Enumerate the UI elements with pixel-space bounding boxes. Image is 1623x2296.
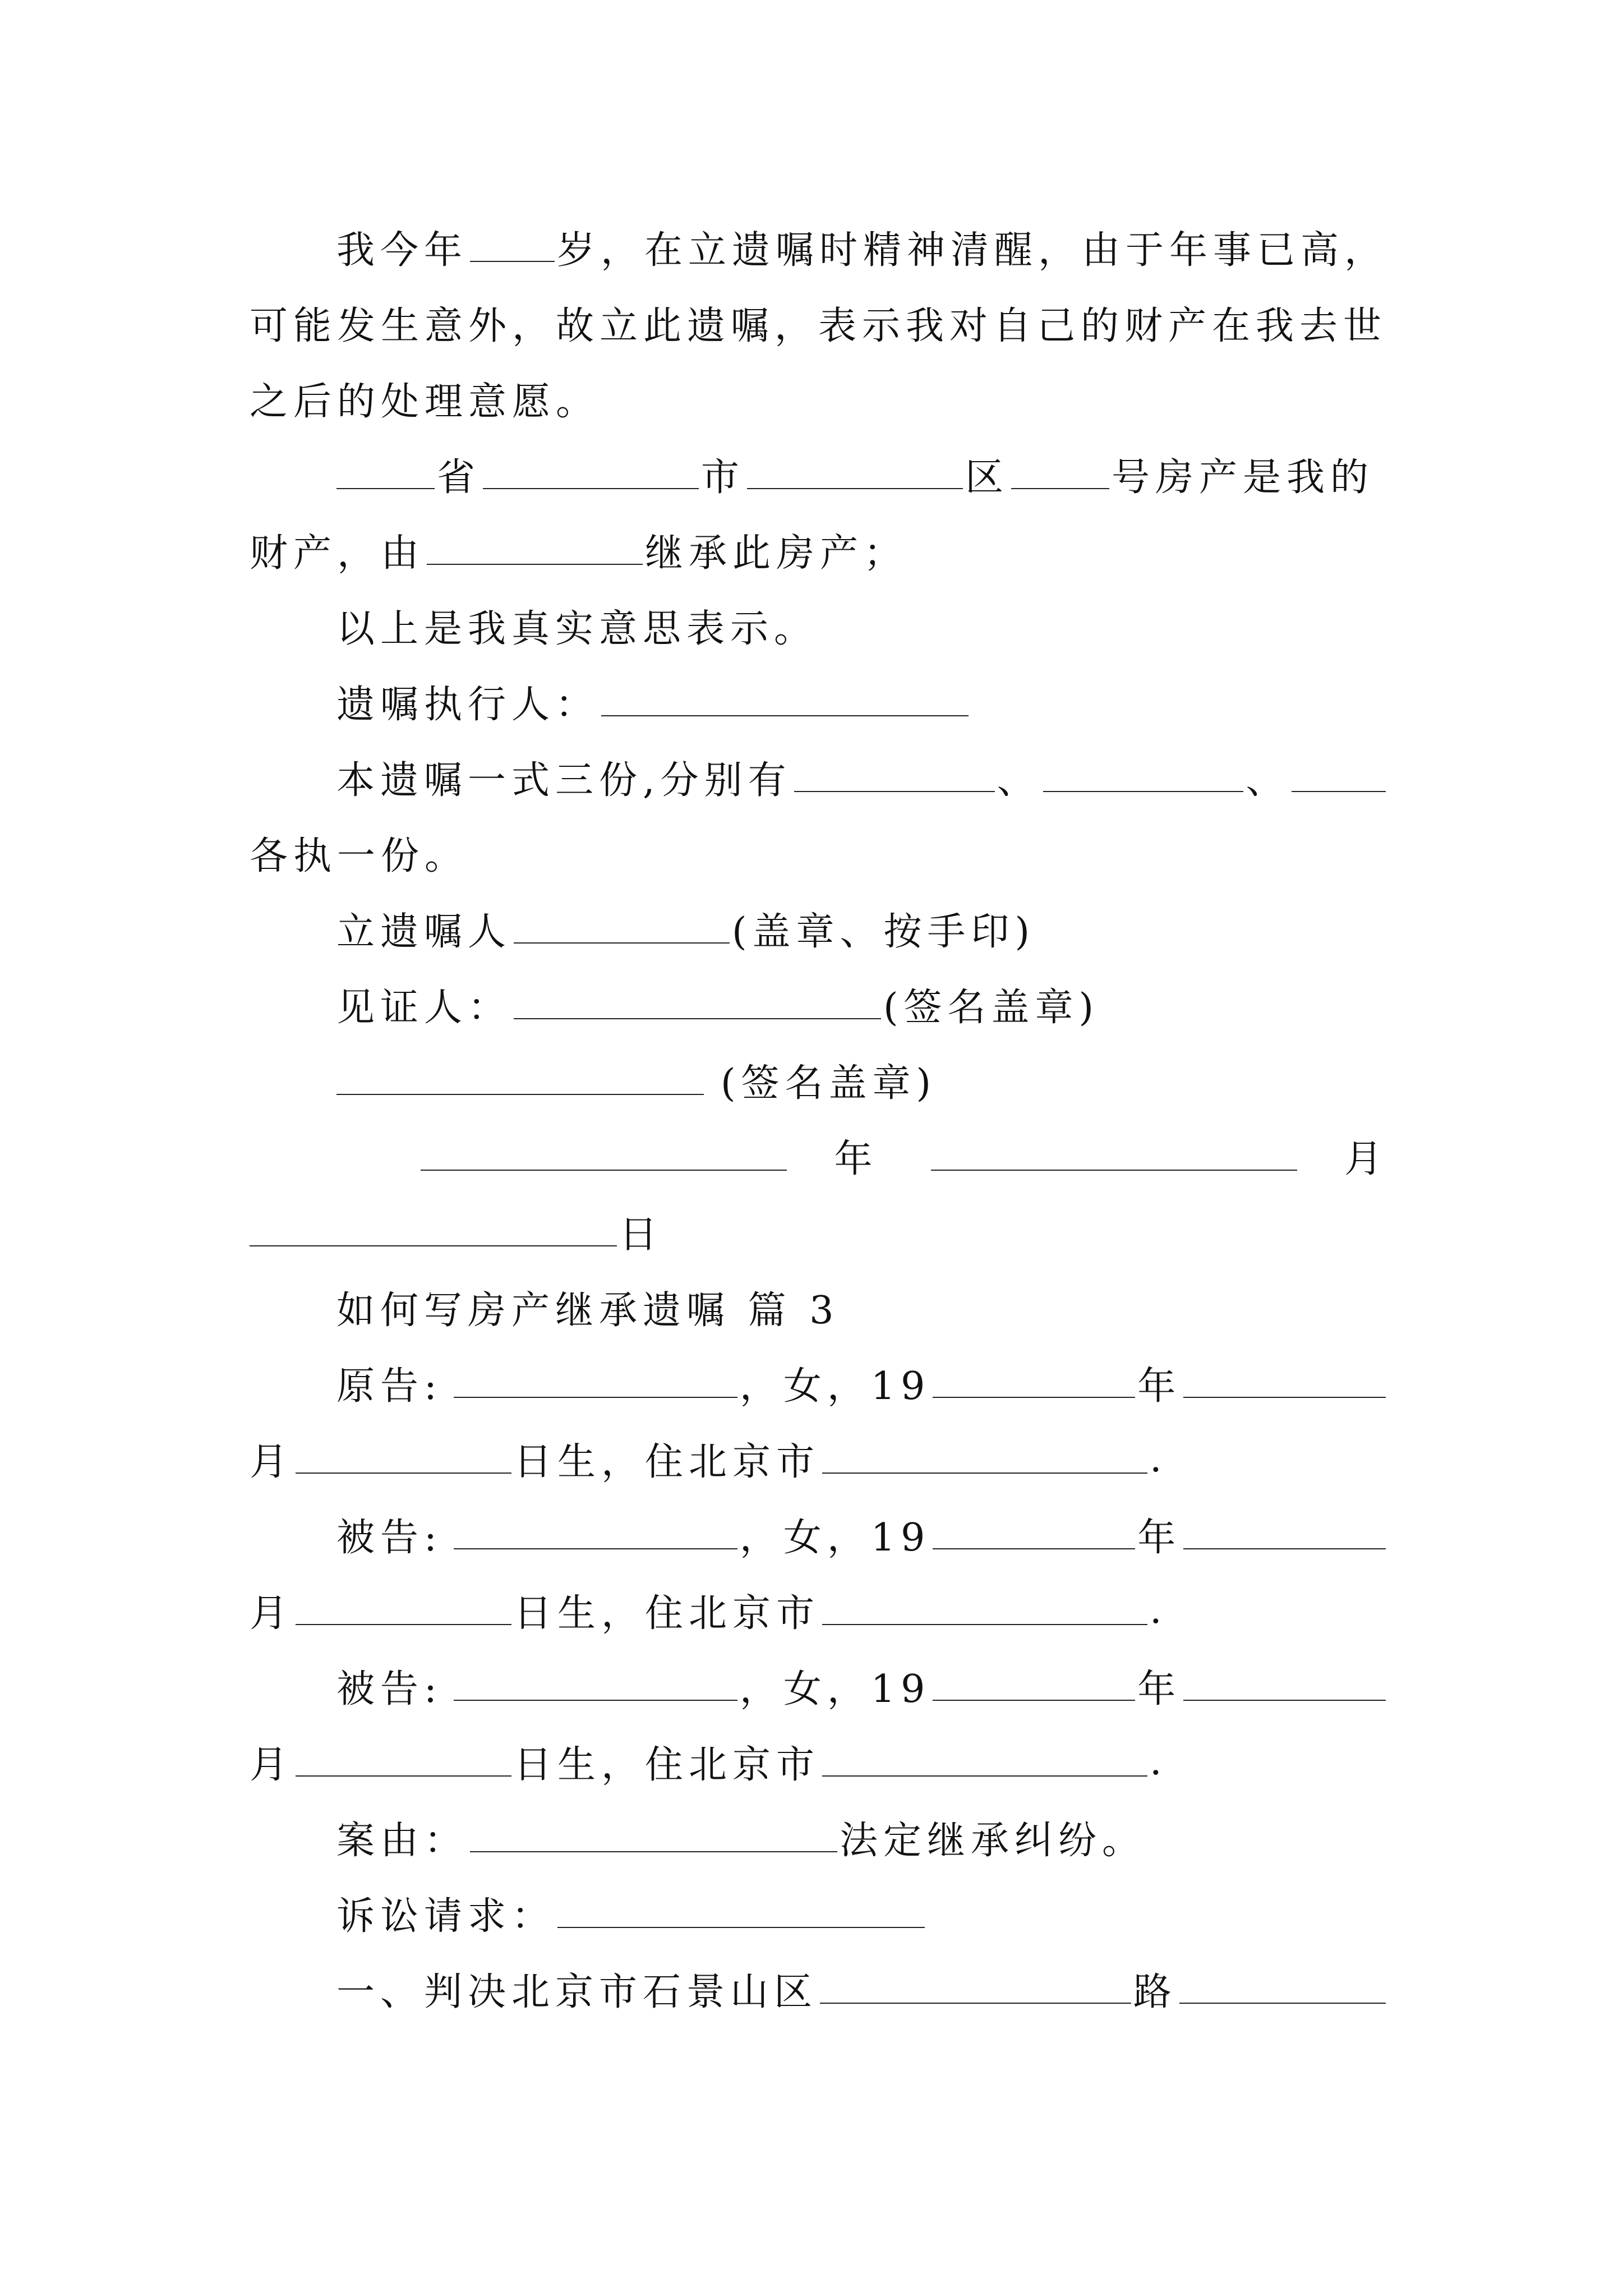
road-number-blank [1179,2003,1386,2004]
text: . [1150,1739,1168,1784]
plaintiff-year-blank [933,1397,1135,1398]
text: 市 [701,455,745,500]
witness-blank-1 [514,1018,881,1019]
para-testator [336,898,1388,959]
text: 我今年 [336,228,468,273]
text: 遗嘱执行人： [336,682,600,727]
text: 立遗嘱人 [336,909,512,954]
text: 路 [1133,1970,1177,2014]
defendant1-year-blank [933,1548,1135,1549]
text: 案由： [336,1818,468,1863]
text: ，女，19 [739,1364,931,1409]
defendant1-day-blank [296,1624,511,1625]
text: . [1150,1588,1168,1632]
witness-blank-2 [336,1094,704,1095]
number-blank [1011,488,1109,489]
text: 岁，在立遗嘱时精神清醒，由于年事已高， [556,228,1388,273]
para-true-intent [336,595,1388,656]
para-property-line-1 [336,443,1388,505]
text: 日生，住北京市 [514,1742,820,1787]
text: 年 [1137,1364,1182,1409]
text: . [1150,1436,1168,1481]
text: ，女，19 [739,1515,931,1560]
text: 年 [1137,1667,1182,1711]
para-property-line-2 [250,519,1388,581]
text: (盖章、按手印) [732,909,1036,954]
text: 月 [250,1439,294,1484]
para-date-line-2 [250,1200,1388,1262]
plaintiff-month-blank [1183,1397,1386,1398]
holder-blank-1 [794,791,995,792]
holder-blank-3 [1292,791,1386,792]
city-blank [483,488,699,489]
text: 日生，住北京市 [514,1439,820,1484]
age-blank [470,261,555,262]
text: ，女，19 [739,1667,931,1711]
claims-line [336,1882,1388,1944]
plaintiff-line-2 [250,1428,1388,1489]
defendant1-line-1 [336,1503,1388,1565]
text: (签名盖章) [883,985,1100,1030]
defendant2-year-blank [933,1700,1135,1701]
executor-blank [601,715,969,716]
cause-line [336,1806,1388,1868]
para-executor [336,670,1388,732]
text: 月 [250,1591,294,1636]
testator-blank [514,942,730,944]
defendant2-line-1 [336,1655,1388,1717]
plaintiff-line-1 [336,1352,1388,1414]
text: 继承此房产； [645,531,908,576]
plaintiff-address-blank [822,1473,1147,1474]
text: 日生，住北京市 [514,1591,820,1636]
district-blank [747,488,963,489]
text: 如何写房产继承遗嘱 篇 3 [336,1288,840,1333]
text: 法定继承纠纷。 [840,1818,1146,1863]
plaintiff-day-blank [296,1473,511,1474]
text: 月 [250,1742,294,1787]
text: (签名盖章) [721,1061,937,1106]
claim-1-line [336,1958,1388,2019]
text: 年 [1137,1515,1182,1560]
text: 年 [834,1137,878,1181]
text: 日 [619,1212,663,1257]
text: 各执一份。 [250,834,469,878]
text: 被告: [336,1515,442,1560]
text: 省 [437,455,481,500]
para-copies-line-2 [250,822,1388,884]
defendant2-address-blank [822,1775,1147,1777]
year-blank [421,1170,787,1171]
defendant2-month-blank [1183,1700,1386,1701]
para-age-line-3 [250,367,1388,429]
heir-blank [427,564,643,565]
defendant1-line-2 [250,1579,1388,1641]
claims-blank [557,1927,925,1928]
plaintiff-name-blank [454,1397,737,1398]
text: 见证人： [336,985,512,1030]
month-blank [931,1170,1297,1171]
defendant1-name-blank [454,1548,737,1549]
text: 原告: [336,1364,442,1409]
text: 诉讼请求： [336,1894,556,1939]
text: 月 [1344,1137,1388,1181]
para-copies-line-1 [336,746,1388,808]
defendant1-address-blank [822,1624,1147,1625]
defendant1-month-blank [1183,1548,1386,1549]
para-witness [336,973,1388,1035]
para-witness-2 [336,1049,1388,1111]
text: 以上是我真实意思表示。 [336,606,818,651]
province-blank [336,488,435,489]
text: 区 [965,455,1009,500]
para-age-line-2 [250,292,1388,353]
defendant2-name-blank [454,1700,737,1701]
text: 、 [997,758,1041,803]
text: 一、判决北京市石景山区 [336,1970,818,2014]
text: 财产，由 [250,531,425,576]
para-age-line-1 [336,216,1388,278]
text: 号房产是我的 [1112,455,1375,500]
section-heading [336,1276,1388,1338]
cause-blank [470,1851,837,1852]
defendant2-line-2 [250,1731,1388,1792]
para-date-line-1 [421,1125,1388,1186]
text: 被告: [336,1667,442,1711]
text: 本遗嘱一式三份,分别有 [336,758,792,803]
day-blank [250,1245,617,1246]
street-blank [820,2003,1131,2004]
holder-blank-2 [1043,791,1244,792]
text: 、 [1246,758,1290,803]
defendant2-day-blank [296,1775,511,1777]
text: 之后的处理意愿。 [250,379,600,424]
text: 可能发生意外，故立此遗嘱，表示我对自己的财产在我去世 [250,303,1387,348]
